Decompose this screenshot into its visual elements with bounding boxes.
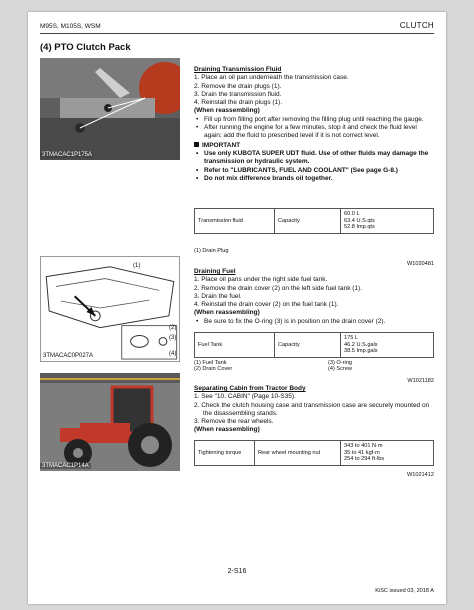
- spec-value: 35 to 41 kgf·m: [344, 449, 380, 456]
- spec-value: 46.2 U.S.gals: [344, 341, 378, 348]
- reference-code: W1020481: [406, 261, 434, 267]
- image-caption: 3TMACAC0P027A: [43, 353, 94, 359]
- fuel-tank-drawing: [40, 256, 180, 362]
- page-number: 2-S16: [227, 568, 247, 575]
- callout-2: (2): [169, 325, 177, 331]
- subsection-title: Draining Fuel: [194, 268, 236, 275]
- important-note: • Use only KUBOTA SUPER UDT fluid. Use of other fluids may damage the transmission or hydraulic system.: [194, 150, 434, 167]
- callout-4: (4): [169, 351, 177, 357]
- spec-value: 175 L: [344, 335, 358, 341]
- important-label: IMPORTANT: [202, 141, 241, 149]
- spec-value: 254 to 294 ft-lbs: [344, 456, 385, 463]
- image-caption: 3TMACAC1P14A: [42, 463, 89, 469]
- step: 1. See "10. CABIN" (Page 10-S35).: [194, 393, 296, 401]
- separating-cabin-section: [194, 385, 434, 435]
- important-note: • Do not mix difference brands oil together.: [194, 175, 434, 183]
- note: • Fill up from filling port after removing the filling plug until reaching the gauge.: [194, 116, 434, 124]
- spec-param: Capacity: [275, 209, 341, 234]
- transmission-fluid-spec-table: [194, 208, 434, 234]
- reference-code: W1021182: [407, 378, 434, 384]
- note: • Be sure to fix the O-ring (3) is in position on the drain cover (2).: [194, 318, 434, 326]
- step: 3. Remove the rear wheels.: [194, 418, 274, 426]
- step: 4. Reinstall the drain cover (2) on the fuel tank (1).: [194, 301, 339, 309]
- fuel-tank-illustration: [41, 257, 179, 361]
- spec-value: 63.4 U.S.qts: [344, 217, 375, 224]
- legend-row: [194, 366, 434, 372]
- spec-value: 38.5 Imp.gals: [344, 348, 378, 355]
- spec-param: Rear wheel mounting nut: [255, 441, 341, 466]
- step: 2. Remove the drain cover (2) on the left side fuel tank (1).: [194, 284, 363, 292]
- drain-plug-photo: [40, 58, 180, 160]
- step: 2. Check the clutch housing case and transmission case are securely mounted on the disassembling stands.: [194, 401, 430, 417]
- spec-value: 60.0 L: [344, 211, 360, 217]
- legend-item: (4) Screw: [328, 366, 352, 372]
- important-note: • Refer to "LUBRICANTS, FUEL AND COOLANT" (See page G-8.): [194, 167, 434, 175]
- step: 1. Place oil pans under the right side fuel tank.: [194, 276, 328, 284]
- draining-fuel-section: [194, 268, 434, 326]
- square-bullet-icon: [194, 142, 199, 147]
- manual-page: [28, 12, 446, 604]
- callout-3: (3): [169, 335, 177, 341]
- section-title: (4) PTO Clutch Pack: [40, 42, 131, 53]
- step: 1. Place an oil pan underneath the transmission case.: [194, 74, 349, 82]
- legend-item: (1) Fuel Tank: [194, 360, 227, 366]
- step: 2. Remove the drain plugs (1).: [194, 82, 282, 90]
- tractor-illustration: [40, 373, 180, 471]
- reassembling-heading: (When reassembling): [194, 426, 260, 434]
- image-caption: 3TMACAC1P175A: [42, 152, 93, 158]
- step: 4. Reinstall the drain plugs (1).: [194, 99, 283, 107]
- fuel-tank-spec-table: [194, 332, 434, 358]
- spec-values: [341, 333, 434, 358]
- tractor-cabin-photo: [40, 373, 180, 471]
- spec-values: [341, 441, 434, 466]
- draining-transmission-fluid-section: [194, 66, 434, 183]
- spec-item: Tightening torque: [195, 441, 255, 466]
- header-models: M95S, M105S, WSM: [40, 23, 101, 30]
- legend-item: (2) Drain Cover: [194, 366, 233, 372]
- spec-value: 52.8 Imp.qts: [344, 224, 375, 231]
- note: • After running the engine for a few minutes, stop it and check the fluid level again; add the fluid to prescribed level if it is not correct level.: [194, 124, 434, 141]
- step: 3. Drain the transmission fluid.: [194, 90, 282, 98]
- torque-spec-table: [194, 440, 434, 466]
- footer-issue: KiSC issued 03, 2018 A: [375, 588, 434, 594]
- legend: [194, 360, 434, 372]
- page-header: [40, 20, 434, 34]
- callout-1: (1): [133, 263, 141, 269]
- reference-code: W1021412: [406, 472, 434, 478]
- drain-plug-illustration: [40, 58, 180, 160]
- reassembling-heading: (When reassembling): [194, 309, 260, 317]
- step: 3. Drain the fuel.: [194, 292, 242, 300]
- spec-values: [341, 209, 434, 234]
- legend-item: (3) O-ring: [328, 360, 352, 366]
- important-heading: [194, 142, 434, 150]
- reassembling-heading: (When reassembling): [194, 107, 260, 115]
- spec-item: Fuel Tank: [195, 333, 275, 358]
- spec-item: Transmission fluid: [195, 209, 275, 234]
- header-section: CLUTCH: [399, 21, 434, 30]
- legend: (1) Drain Plug: [194, 248, 229, 254]
- subsection-title: Draining Transmission Fluid: [194, 66, 282, 73]
- spec-value: 343 to 401 N·m: [344, 443, 383, 449]
- subsection-title: Separating Cabin from Tractor Body: [194, 385, 306, 392]
- spec-param: Capacity: [275, 333, 341, 358]
